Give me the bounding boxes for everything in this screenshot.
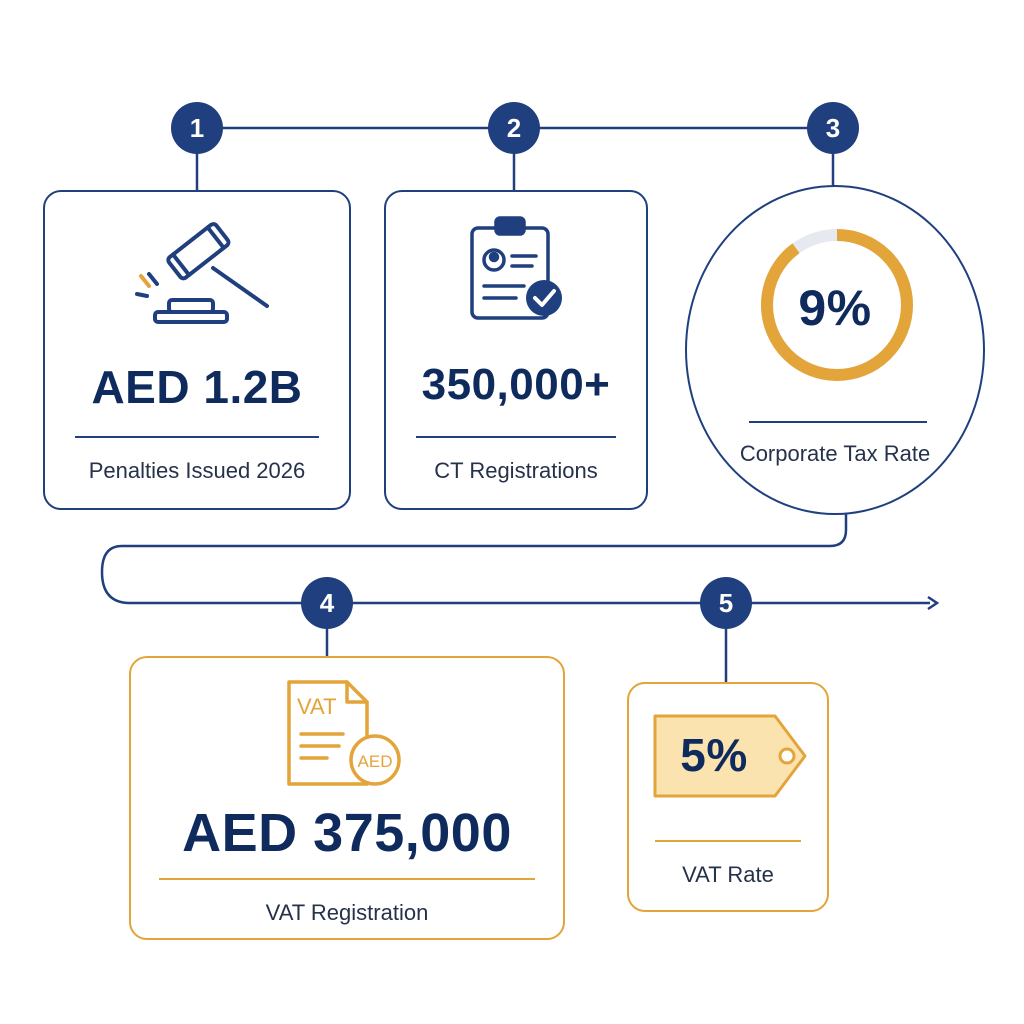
svg-text:4: 4: [319, 588, 335, 618]
penalties-label: Penalties Issued 2026: [88, 458, 306, 483]
clipboard-check-icon: [466, 214, 570, 326]
corporate-tax-divider: [749, 421, 927, 423]
ct-registrations-value: 350,000+: [421, 360, 611, 409]
vat-registration-label: VAT Registration: [265, 900, 429, 925]
step-marker-5: [700, 577, 752, 629]
penalties-divider: [75, 436, 319, 438]
svg-text:2: 2: [506, 113, 522, 143]
ct-registrations-card: [384, 190, 648, 510]
vat-icon-text: VAT: [297, 694, 337, 719]
penalties-card: [43, 190, 351, 510]
vat-rate-label: VAT Rate: [682, 862, 774, 887]
vat-rate-value: 5%: [680, 729, 748, 781]
vat-registration-card: [129, 656, 565, 940]
corporate-tax-card: [685, 185, 985, 515]
step-marker-1: [171, 102, 223, 154]
vat-rate-divider: [655, 840, 801, 842]
svg-text:5: 5: [718, 588, 734, 618]
corporate-tax-value: 9%: [798, 280, 872, 336]
ct-registrations-divider: [416, 436, 616, 438]
vat-document-icon: [283, 676, 405, 792]
svg-text:3: 3: [825, 113, 841, 143]
ct-registrations-label: CT Registrations: [434, 458, 598, 483]
vat-registration-divider: [159, 878, 535, 880]
vat-registration-value: AED 375,000: [182, 803, 512, 863]
vat-rate-card: [627, 682, 829, 912]
svg-text:1: 1: [189, 113, 205, 143]
step-marker-4: [301, 577, 353, 629]
step-marker-2: [488, 102, 540, 154]
gavel-icon: [127, 214, 277, 326]
aed-badge-text: AED: [357, 752, 393, 771]
corporate-tax-label: Corporate Tax Rate: [739, 441, 931, 466]
step-marker-3: [807, 102, 859, 154]
return-timeline-line: [102, 512, 930, 603]
penalties-value: AED 1.2B: [91, 361, 303, 413]
